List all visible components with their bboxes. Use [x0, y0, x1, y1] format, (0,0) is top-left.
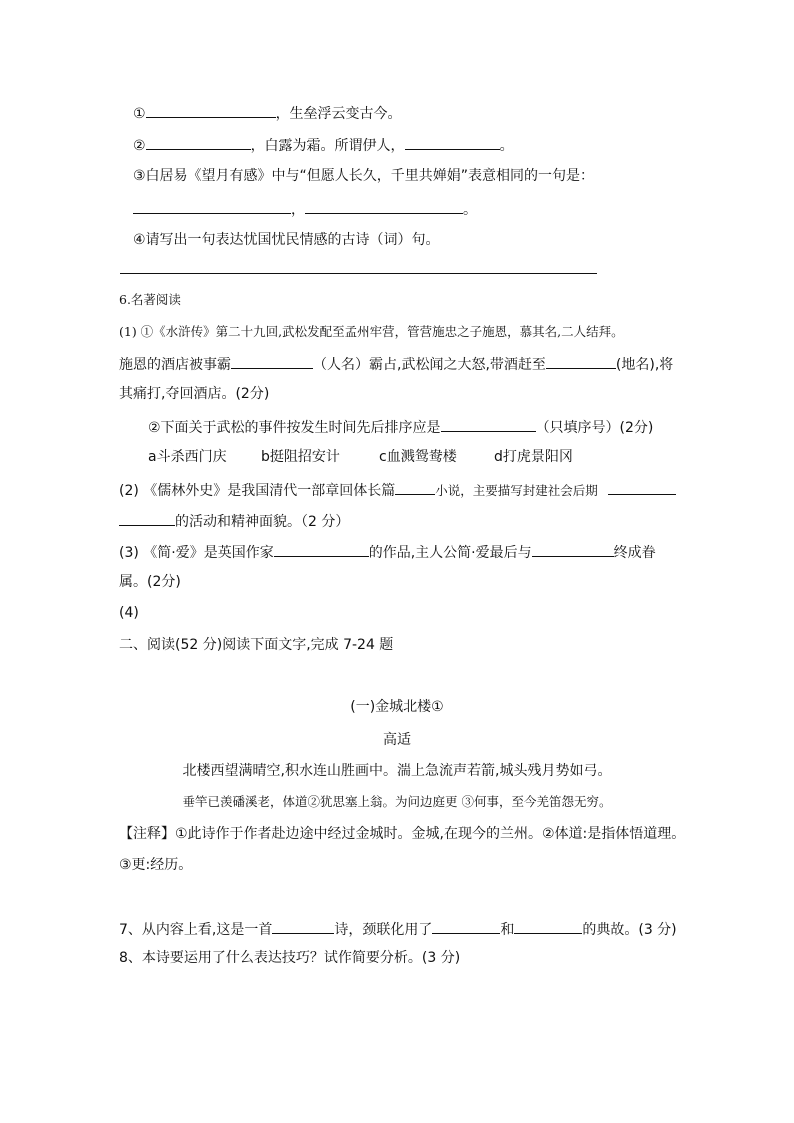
- answer-blank[interactable]: [546, 353, 616, 369]
- answer-blank[interactable]: [146, 134, 251, 150]
- q6-title: 6.名著阅读: [119, 292, 181, 307]
- q6-part1-line2: 施恩的酒店被事霸 （人名）霸占,武松闻之大怒,带酒赶至 (地名),将: [119, 353, 673, 375]
- q8: 8、本诗要运用了什么表达技巧？试作简要分析。(3 分): [119, 950, 461, 966]
- option-c: c血溅鸳鸯楼: [379, 449, 457, 465]
- answer-blank[interactable]: [146, 102, 276, 118]
- q7: 7、从内容上看,这是一首 诗，颈联化用了 和 的典故。(3 分): [119, 918, 677, 940]
- q5-item2: ② ，白露为霜。所谓伊人， 。: [133, 134, 514, 156]
- answer-line[interactable]: [120, 273, 597, 274]
- answer-blank[interactable]: [432, 918, 500, 934]
- q6-part1-q2: ②下面关于武松的事件按发生时间先后排序应是 （只填序号）(2分): [148, 416, 653, 438]
- q6-part1-line1: (1) ①《水浒传》第二十九回,武松发配至孟州牢营，管营施忠之子施恩，慕其名,二人结拜。: [119, 324, 624, 339]
- poem-note-1: 【注释】①此诗作于作者赴边途中经过金城时。金城,在现今的兰州。②体道:是指体悟道理。: [119, 826, 686, 842]
- option-a: a斗杀西门庆: [148, 449, 227, 465]
- answer-blank[interactable]: [272, 918, 334, 934]
- q5-item3-answer: ， 。: [133, 198, 477, 220]
- answer-blank[interactable]: [274, 541, 369, 557]
- answer-blank[interactable]: [231, 353, 313, 369]
- answer-blank[interactable]: [133, 198, 291, 214]
- q5-item1: ① ，生垒浮云变古今。: [133, 102, 402, 124]
- answer-line[interactable]: [608, 494, 676, 495]
- option-b: b挺阻招安计: [261, 449, 340, 465]
- poem-author: 高适: [383, 732, 411, 748]
- q6-part3-line2: 属。(2分): [119, 574, 181, 590]
- q5-item4: ④请写出一句表达忧国忧民情感的古诗（词）句。: [133, 232, 440, 248]
- q6-part4: (4): [119, 605, 139, 621]
- answer-blank[interactable]: [532, 541, 614, 557]
- q6-part2-line1: (2) 《儒林外史》是我国清代一部章回体长篇 小说，主要描写封建社会后期: [119, 479, 598, 501]
- answer-blank[interactable]: [395, 479, 435, 495]
- section-heading: 二、阅读(52 分)阅读下面文字,完成 7-24 题: [119, 637, 394, 653]
- q6-part2-line2: 的活动和精神面貌。（2 分）: [119, 510, 349, 532]
- option-d: d打虎景阳冈: [494, 449, 573, 465]
- answer-blank[interactable]: [405, 134, 500, 150]
- answer-blank[interactable]: [441, 416, 536, 432]
- q6-part3-line1: (3) 《简·爱》是英国作家 的作品,主人公简·爱最后与 终成眷: [119, 541, 656, 563]
- poem-line-1: 北楼西望满晴空,积水连山胜画中。湍上急流声若箭,城头残月势如弓。: [182, 763, 612, 779]
- q5-item3: ③白居易《望月有感》中与“但愿人长久，千里共婵娟”表意相同的一句是：: [133, 168, 595, 184]
- poem-title: (一)金城北楼①: [350, 699, 444, 715]
- poem-note-2: ③更:经历。: [119, 857, 193, 873]
- poem-line-2: 垂竿已羡磻溪老，体道②犹思塞上翁。为问边庭更 ③何事，至今羌笛怨无穷。: [182, 794, 612, 809]
- answer-blank[interactable]: [119, 510, 175, 526]
- q6-part1-line3: 其痛打,夺回酒店。(2分): [119, 386, 270, 402]
- answer-blank[interactable]: [514, 918, 582, 934]
- answer-blank[interactable]: [305, 198, 463, 214]
